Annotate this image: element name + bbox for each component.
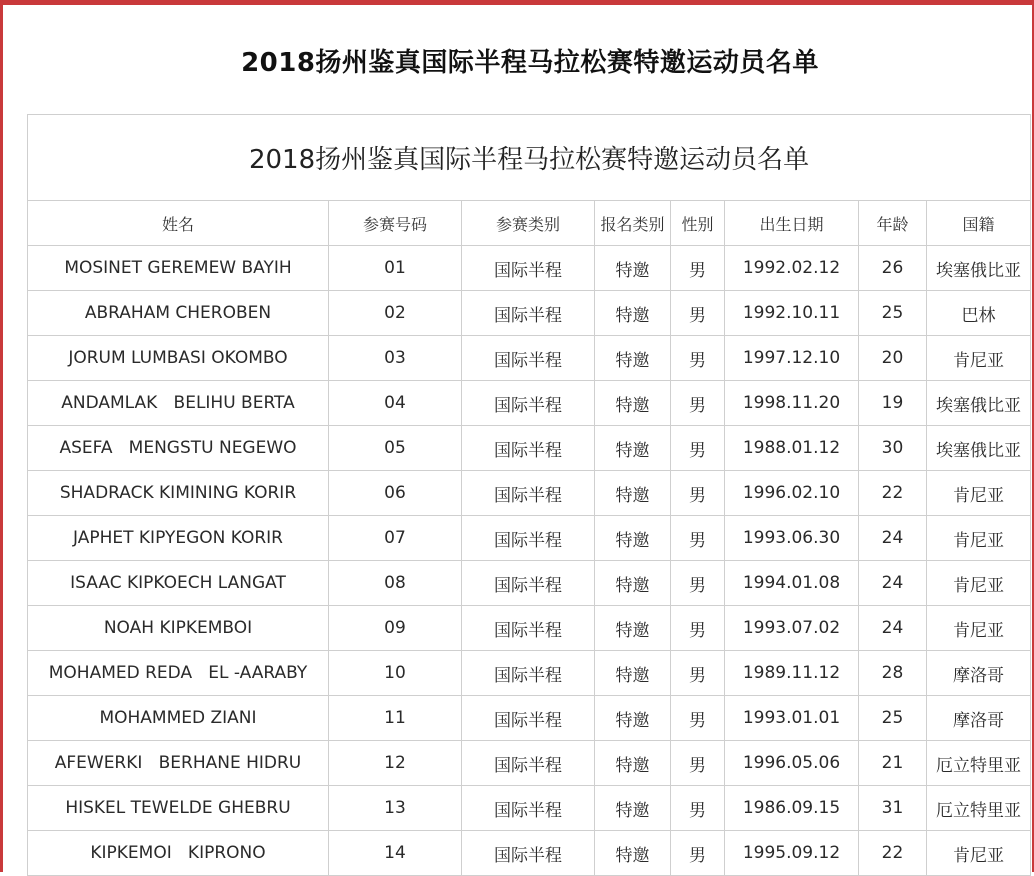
gender-cell: 男 bbox=[671, 606, 725, 651]
entry-category-cell: 特邀 bbox=[595, 381, 671, 426]
gender-cell: 男 bbox=[671, 246, 725, 291]
age-cell: 25 bbox=[859, 696, 927, 741]
entry-category-cell: 特邀 bbox=[595, 426, 671, 471]
gender-cell: 男 bbox=[671, 426, 725, 471]
bib-number-cell: 13 bbox=[329, 786, 462, 831]
nationality-cell: 埃塞俄比亚 bbox=[927, 426, 1031, 471]
nationality-cell: 摩洛哥 bbox=[927, 696, 1031, 741]
gender-cell: 男 bbox=[671, 471, 725, 516]
header-gender: 性别 bbox=[671, 201, 725, 246]
nationality-cell: 厄立特里亚 bbox=[927, 786, 1031, 831]
age-cell: 24 bbox=[859, 516, 927, 561]
entry-category-cell: 特邀 bbox=[595, 741, 671, 786]
race-category-cell: 国际半程 bbox=[462, 426, 595, 471]
entry-category-cell: 特邀 bbox=[595, 471, 671, 516]
birth-date-cell: 1993.07.02 bbox=[725, 606, 859, 651]
age-cell: 22 bbox=[859, 471, 927, 516]
gender-cell: 男 bbox=[671, 561, 725, 606]
athlete-name-cell: JORUM LUMBASI OKOMBO bbox=[28, 336, 329, 381]
table-row bbox=[28, 426, 1031, 471]
entry-category-cell: 特邀 bbox=[595, 651, 671, 696]
bib-number-cell: 06 bbox=[329, 471, 462, 516]
entry-category-cell: 特邀 bbox=[595, 831, 671, 876]
birth-date-cell: 1996.05.06 bbox=[725, 741, 859, 786]
athlete-name-cell: ISAAC KIPKOECH LANGAT bbox=[28, 561, 329, 606]
birth-date-cell: 1992.10.11 bbox=[725, 291, 859, 336]
gender-cell: 男 bbox=[671, 741, 725, 786]
nationality-cell: 摩洛哥 bbox=[927, 651, 1031, 696]
bib-number-cell: 01 bbox=[329, 246, 462, 291]
race-category-cell: 国际半程 bbox=[462, 786, 595, 831]
bib-number-cell: 05 bbox=[329, 426, 462, 471]
race-category-cell: 国际半程 bbox=[462, 246, 595, 291]
entry-category-cell: 特邀 bbox=[595, 561, 671, 606]
nationality-cell: 埃塞俄比亚 bbox=[927, 246, 1031, 291]
gender-cell: 男 bbox=[671, 336, 725, 381]
bib-number-cell: 09 bbox=[329, 606, 462, 651]
race-category-cell: 国际半程 bbox=[462, 606, 595, 651]
header-birth-date: 出生日期 bbox=[725, 201, 859, 246]
race-category-cell: 国际半程 bbox=[462, 291, 595, 336]
race-category-cell: 国际半程 bbox=[462, 651, 595, 696]
athlete-name-cell: MOHAMMED ZIANI bbox=[28, 696, 329, 741]
entry-category-cell: 特邀 bbox=[595, 606, 671, 651]
table-row bbox=[28, 651, 1031, 696]
age-cell: 22 bbox=[859, 831, 927, 876]
nationality-cell: 肯尼亚 bbox=[927, 516, 1031, 561]
nationality-cell: 肯尼亚 bbox=[927, 471, 1031, 516]
table-row bbox=[28, 741, 1031, 786]
gender-cell: 男 bbox=[671, 651, 725, 696]
bib-number-cell: 14 bbox=[329, 831, 462, 876]
birth-date-cell: 1986.09.15 bbox=[725, 786, 859, 831]
header-age: 年龄 bbox=[859, 201, 927, 246]
athlete-name-cell: MOSINET GEREMEW BAYIH bbox=[28, 246, 329, 291]
nationality-cell: 厄立特里亚 bbox=[927, 741, 1031, 786]
table-row bbox=[28, 561, 1031, 606]
bib-number-cell: 08 bbox=[329, 561, 462, 606]
header-name: 姓名 bbox=[28, 201, 329, 246]
gender-cell: 男 bbox=[671, 786, 725, 831]
age-cell: 25 bbox=[859, 291, 927, 336]
age-cell: 19 bbox=[859, 381, 927, 426]
age-cell: 31 bbox=[859, 786, 927, 831]
athlete-name-cell: JAPHET KIPYEGON KORIR bbox=[28, 516, 329, 561]
birth-date-cell: 1998.11.20 bbox=[725, 381, 859, 426]
bib-number-cell: 10 bbox=[329, 651, 462, 696]
age-cell: 30 bbox=[859, 426, 927, 471]
header-nationality: 国籍 bbox=[927, 201, 1031, 246]
athlete-name-cell: KIPKEMOI KIPRONO bbox=[28, 831, 329, 876]
nationality-cell: 埃塞俄比亚 bbox=[927, 381, 1031, 426]
table-caption: 2018扬州鉴真国际半程马拉松赛特邀运动员名单 bbox=[28, 115, 1031, 201]
birth-date-cell: 1988.01.12 bbox=[725, 426, 859, 471]
age-cell: 24 bbox=[859, 561, 927, 606]
entry-category-cell: 特邀 bbox=[595, 696, 671, 741]
athlete-name-cell: NOAH KIPKEMBOI bbox=[28, 606, 329, 651]
table-row bbox=[28, 831, 1031, 876]
table-row bbox=[28, 786, 1031, 831]
header-row bbox=[28, 201, 1031, 246]
entry-category-cell: 特邀 bbox=[595, 291, 671, 336]
age-cell: 21 bbox=[859, 741, 927, 786]
race-category-cell: 国际半程 bbox=[462, 696, 595, 741]
bib-number-cell: 12 bbox=[329, 741, 462, 786]
birth-date-cell: 1995.09.12 bbox=[725, 831, 859, 876]
race-category-cell: 国际半程 bbox=[462, 381, 595, 426]
nationality-cell: 肯尼亚 bbox=[927, 606, 1031, 651]
table-row bbox=[28, 246, 1031, 291]
bib-number-cell: 03 bbox=[329, 336, 462, 381]
header-bib-number: 参赛号码 bbox=[329, 201, 462, 246]
birth-date-cell: 1996.02.10 bbox=[725, 471, 859, 516]
race-category-cell: 国际半程 bbox=[462, 561, 595, 606]
bib-number-cell: 07 bbox=[329, 516, 462, 561]
athlete-name-cell: ASEFA MENGSTU NEGEWO bbox=[28, 426, 329, 471]
gender-cell: 男 bbox=[671, 381, 725, 426]
table-row bbox=[28, 381, 1031, 426]
nationality-cell: 巴林 bbox=[927, 291, 1031, 336]
entry-category-cell: 特邀 bbox=[595, 336, 671, 381]
nationality-cell: 肯尼亚 bbox=[927, 831, 1031, 876]
bib-number-cell: 04 bbox=[329, 381, 462, 426]
athlete-name-cell: ABRAHAM CHEROBEN bbox=[28, 291, 329, 336]
birth-date-cell: 1993.06.30 bbox=[725, 516, 859, 561]
race-category-cell: 国际半程 bbox=[462, 741, 595, 786]
header-race-category: 参赛类别 bbox=[462, 201, 595, 246]
bib-number-cell: 02 bbox=[329, 291, 462, 336]
athlete-name-cell: AFEWERKI BERHANE HIDRU bbox=[28, 741, 329, 786]
entry-category-cell: 特邀 bbox=[595, 516, 671, 561]
top-border bbox=[0, 0, 1034, 5]
birth-date-cell: 1997.12.10 bbox=[725, 336, 859, 381]
gender-cell: 男 bbox=[671, 831, 725, 876]
birth-date-cell: 1989.11.12 bbox=[725, 651, 859, 696]
table-row bbox=[28, 471, 1031, 516]
athlete-name-cell: ANDAMLAK BELIHU BERTA bbox=[28, 381, 329, 426]
age-cell: 28 bbox=[859, 651, 927, 696]
gender-cell: 男 bbox=[671, 696, 725, 741]
athlete-name-cell: MOHAMED REDA EL -AARABY bbox=[28, 651, 329, 696]
page-title: 2018扬州鉴真国际半程马拉松赛特邀运动员名单 bbox=[241, 48, 819, 78]
table-row bbox=[28, 516, 1031, 561]
table-row bbox=[28, 291, 1031, 336]
nationality-cell: 肯尼亚 bbox=[927, 336, 1031, 381]
left-border bbox=[0, 0, 3, 872]
table-row bbox=[28, 696, 1031, 741]
race-category-cell: 国际半程 bbox=[462, 471, 595, 516]
entry-category-cell: 特邀 bbox=[595, 786, 671, 831]
age-cell: 20 bbox=[859, 336, 927, 381]
athlete-name-cell: SHADRACK KIMINING KORIR bbox=[28, 471, 329, 516]
entry-category-cell: 特邀 bbox=[595, 246, 671, 291]
table-row bbox=[28, 336, 1031, 381]
birth-date-cell: 1992.02.12 bbox=[725, 246, 859, 291]
age-cell: 24 bbox=[859, 606, 927, 651]
athlete-name-cell: HISKEL TEWELDE GHEBRU bbox=[28, 786, 329, 831]
race-category-cell: 国际半程 bbox=[462, 516, 595, 561]
table-row bbox=[28, 606, 1031, 651]
header-entry-category: 报名类别 bbox=[595, 201, 671, 246]
nationality-cell: 肯尼亚 bbox=[927, 561, 1031, 606]
race-category-cell: 国际半程 bbox=[462, 831, 595, 876]
gender-cell: 男 bbox=[671, 291, 725, 336]
bib-number-cell: 11 bbox=[329, 696, 462, 741]
birth-date-cell: 1993.01.01 bbox=[725, 696, 859, 741]
age-cell: 26 bbox=[859, 246, 927, 291]
race-category-cell: 国际半程 bbox=[462, 336, 595, 381]
athlete-table bbox=[27, 114, 1031, 876]
birth-date-cell: 1994.01.08 bbox=[725, 561, 859, 606]
gender-cell: 男 bbox=[671, 516, 725, 561]
